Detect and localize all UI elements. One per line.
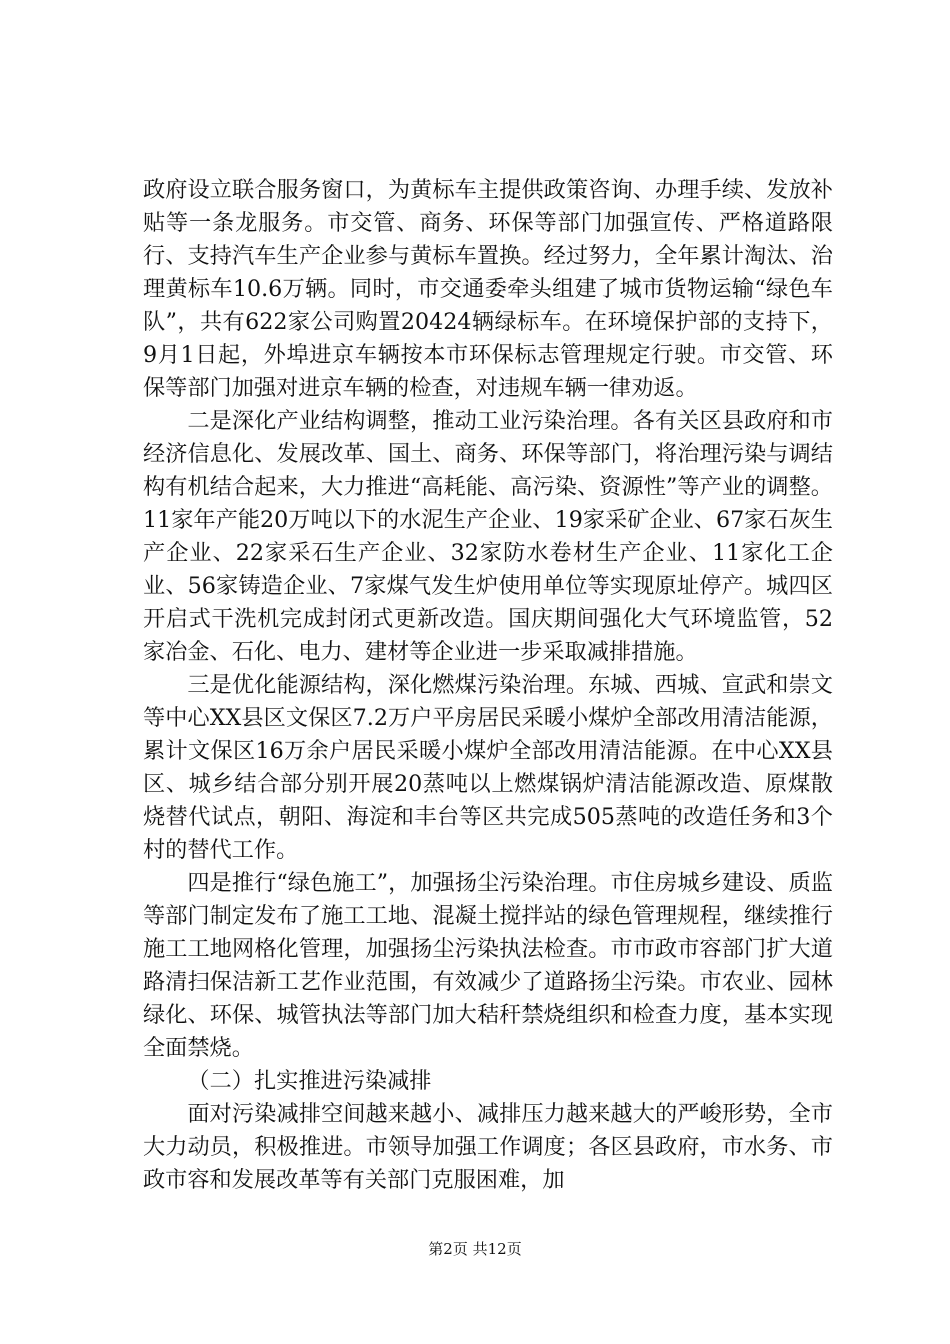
paragraph-continuation: 政府设立联合服务窗口，为黄标车主提供政策咨询、办理手续、发放补贴等一条龙服务。市交管、商务、环保等部门加强宣传、严格道路限行、支持汽车生产企业参与黄标车置换。经过努力，全年累计淘汰、治理黄标车10.6万辆。同时，市交通委牵头组建了城市货物运输“绿色车队”，共有622家公司购置20424辆绿标车。在环境保护部的支持下，9月1日起，外埠进京车辆按本市环保标志管理规定行驶。市交管、环保等部门加强对进京车辆的检查，对违规车辆一律劝返。 (143, 177, 833, 401)
paragraph-industry: 二是深化产业结构调整，推动工业污染治理。各有关区县政府和市经济信息化、发展改革、国土、商务、环保等部门，将治理污染与调结构有机结合起来，大力推进“高耗能、高污染、资源性”等产业的调整。11家年产能20万吨以下的水泥生产企业、19家采矿企业、67家石灰生产企业、22家采石生产企业、32家防水卷材生产企业、11家化工企业、56家铸造企业、7家煤气发生炉使用单位等实现原址停产。城四区开启式干洗机完成封闭式更新改造。国庆期间强化大气环境监管，52家冶金、石化、电力、建材等企业进一步采取减排措施。 (143, 408, 833, 665)
section-heading: （二）扎实推进污染减排 (187, 1068, 432, 1094)
page-number-footer: 第2页 共12页 (428, 1240, 522, 1258)
paragraph-construction: 四是推行“绿色施工”，加强扬尘污染治理。市住房城乡建设、质监等部门制定发布了施工工地、混凝土搅拌站的绿色管理规程，继续推行施工工地网格化管理，加强扬尘污染执法检查。市市政市容部门扩大道路清扫保洁新工艺作业范围，有效减少了道路扬尘污染。市农业、园林绿化、环保、城管执法等部门加大秸秆禁烧组织和检查力度，基本实现全面禁烧。 (143, 870, 833, 1061)
paragraph-energy: 三是优化能源结构，深化燃煤污染治理。东城、西城、宣武和崇文等中心XX县区文保区7.2万户平房居民采暖小煤炉全部改用清洁能源，累计文保区16万余户居民采暖小煤炉全部改用清洁能源。在中心XX县区、城乡结合部分别开展20蒸吨以上燃煤锅炉清洁能源改造、原煤散烧替代试点，朝阳、海淀和丰台等区共完成505蒸吨的改造任务和3个村的替代工作。 (143, 672, 833, 863)
paragraph-emission-reduction: 面对污染减排空间越来越小、减排压力越来越大的严峻形势，全市大力动员，积极推进。市领导加强工作调度；各区县政府，市水务、市政市容和发展改革等有关部门克服困难，加 (143, 1101, 833, 1193)
document-body (143, 174, 833, 1197)
